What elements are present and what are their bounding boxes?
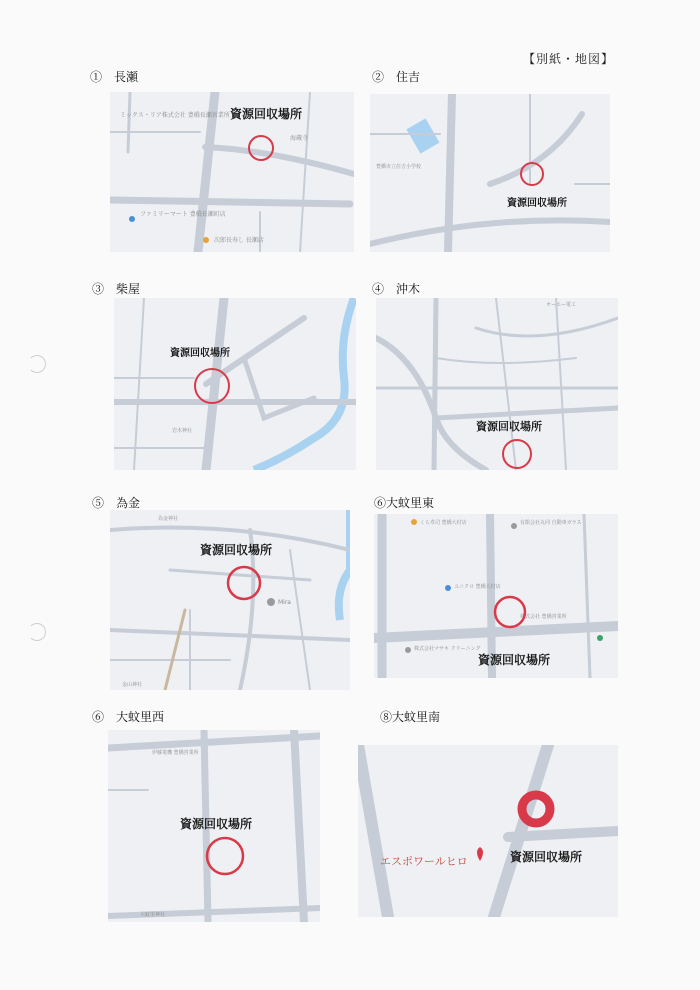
map-sumiyoshi[interactable] bbox=[370, 94, 610, 252]
map-caption-1: ① 長瀬 bbox=[90, 70, 139, 84]
poi-label: 岩木神社 bbox=[172, 428, 193, 434]
marker-label: 資源回収場所 bbox=[478, 653, 551, 667]
marker-label: 資源回収場所 bbox=[510, 850, 583, 864]
map-caption-4: ④ 沖木 bbox=[372, 282, 421, 296]
map-okamari-east[interactable] bbox=[374, 514, 618, 678]
poi-label: オーエー電工 bbox=[546, 302, 577, 308]
poi-label: 株式会社マサキ クリーニング bbox=[414, 646, 481, 652]
map-caption-8: ⑧大蚊里南 bbox=[380, 710, 441, 724]
map-caption-5: ⑤ 為金 bbox=[92, 496, 141, 510]
map-caption-3: ③ 柴屋 bbox=[92, 282, 141, 296]
poi-label: 大蚊里神社 bbox=[140, 912, 166, 918]
poi-label: Mira bbox=[278, 599, 291, 606]
map-okamari-west[interactable] bbox=[108, 730, 320, 922]
punch-hole bbox=[28, 355, 46, 373]
poi-label: ユニクロ 豊橋大村店 bbox=[454, 584, 501, 590]
marker-label: 資源回収場所 bbox=[230, 107, 303, 121]
marker-label: 資源回収場所 bbox=[200, 543, 273, 557]
location-pin-icon bbox=[477, 847, 483, 861]
location-circle bbox=[249, 136, 273, 160]
page-label: 【別紙・地図】 bbox=[522, 52, 614, 66]
poi-label: 金山神社 bbox=[122, 682, 143, 688]
location-circle bbox=[207, 838, 243, 874]
map-caption-6: ⑥大蚊里東 bbox=[374, 496, 435, 510]
map-caption-2: ② 住吉 bbox=[372, 70, 421, 84]
marker-label: 資源回収場所 bbox=[170, 348, 230, 359]
punch-hole bbox=[28, 623, 46, 641]
poi-label: 豊橋市立住吉小学校 bbox=[376, 164, 422, 170]
map-okigi[interactable] bbox=[376, 298, 618, 470]
marker-label: 資源回収場所 bbox=[180, 817, 253, 831]
map-tamegane[interactable] bbox=[110, 510, 350, 690]
map-okamari-south[interactable] bbox=[358, 745, 618, 917]
map-nagase[interactable] bbox=[110, 92, 354, 252]
poi-label: ミックス・リア株式会社 豊橋長瀬営業所 bbox=[120, 112, 230, 119]
map-caption-7: ⑥ 大蚊里西 bbox=[92, 710, 165, 724]
poi-label: 有限会社丸同 自動車ガラス bbox=[520, 520, 582, 526]
poi-label: 海蔵寺 bbox=[290, 135, 309, 142]
location-circle bbox=[522, 795, 550, 823]
poi-label: エスポワールヒロ bbox=[380, 855, 468, 868]
location-circle bbox=[495, 597, 525, 627]
marker-label: 資源回収場所 bbox=[507, 198, 567, 209]
location-circle bbox=[503, 440, 531, 468]
poi-label: 伊藤電機 豊橋営業所 bbox=[152, 750, 199, 756]
map-shibaya[interactable] bbox=[114, 298, 356, 470]
poi-label: 次郎長寿し 長瀬店 bbox=[214, 237, 264, 244]
marker-label: 資源回収場所 bbox=[476, 420, 542, 433]
poi-label: くら寿司 豊橋大村店 bbox=[420, 520, 467, 526]
poi-label: ファミリーマート 豊橋長瀬町店 bbox=[140, 211, 226, 218]
poi-label: 為金神社 bbox=[158, 516, 179, 522]
poi-label: 株式会社 豊橋営業所 bbox=[520, 614, 567, 620]
